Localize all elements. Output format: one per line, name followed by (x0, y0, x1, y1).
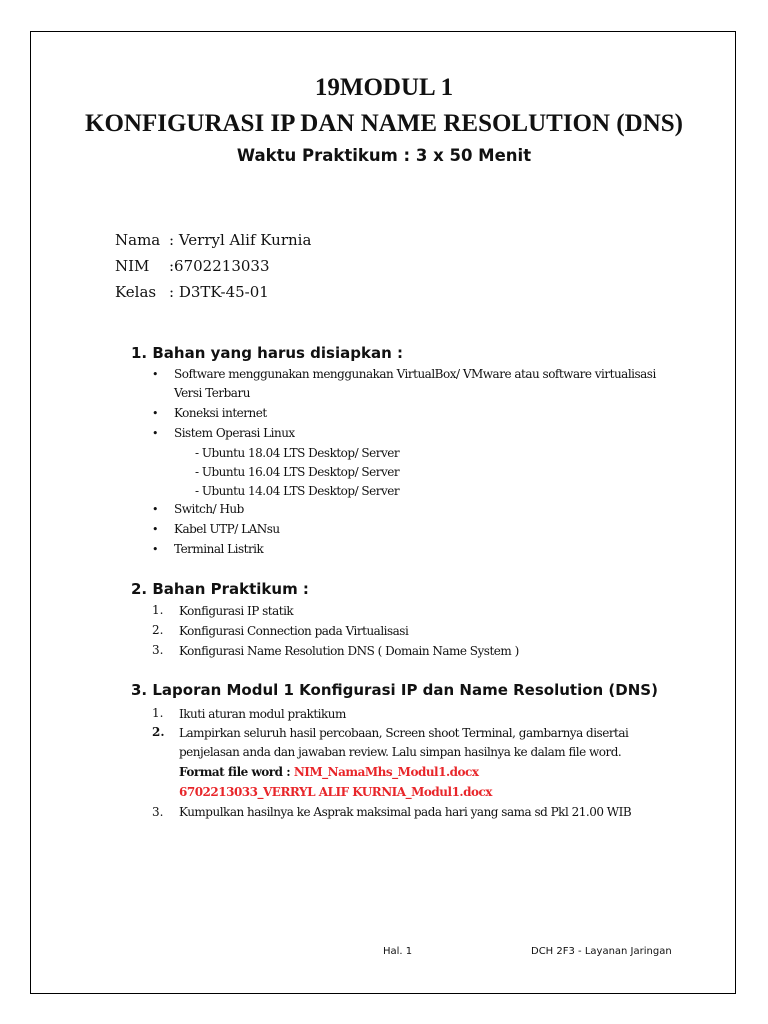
nama-value: : Verryl Alif Kurnia (169, 231, 312, 249)
module-title: 19MODUL 1 (314, 74, 454, 101)
bullet-icon: • (152, 368, 159, 381)
list-item: Sistem Operasi Linux (174, 426, 295, 440)
section1-heading: 1. Bahan yang harus disiapkan : (131, 344, 403, 362)
list-number: 2. (152, 725, 165, 739)
nama-row (115, 231, 311, 249)
list-item: Konfigurasi Connection pada Virtualisasi (179, 624, 409, 638)
list-number: 3. (152, 805, 164, 819)
list-number: 3. (152, 643, 164, 657)
list-item: Kabel UTP/ LANsu (174, 522, 280, 536)
list-item: Software menggunakan menggunakan VirtualBox/ VMware atau software virtualisasi (174, 367, 656, 381)
list-item: Terminal Listrik (174, 542, 264, 556)
sub-list-item: - Ubuntu 16.04 LTS Desktop/ Server (195, 465, 400, 479)
list-number: 2. (152, 623, 164, 637)
page-number: Hal. 1 (383, 946, 413, 957)
bullet-icon: • (152, 543, 159, 556)
nim-label: NIM (115, 257, 150, 275)
sub-list-item: - Ubuntu 18.04 LTS Desktop/ Server (195, 446, 400, 460)
sub-list-item: - Ubuntu 14.04 LTS Desktop/ Server (195, 484, 400, 498)
bullet-icon: • (152, 427, 159, 440)
list-item-continued: penjelasan anda dan jawaban review. Lalu simpan hasilnya ke dalam file word. (179, 745, 622, 759)
list-item: Ikuti aturan modul praktikum (179, 707, 346, 721)
section2-heading: 2. Bahan Praktikum : (131, 580, 309, 598)
list-item: Lampirkan seluruh hasil percobaan, Screen shoot Terminal, gambarnya disertai (179, 726, 629, 740)
nim-value: :6702213033 (169, 257, 270, 275)
list-item: Switch/ Hub (174, 502, 244, 516)
format-value: NIM_NamaMhs_Modul1.docx (293, 765, 479, 779)
bullet-icon: • (152, 523, 159, 536)
kelas-value: : D3TK-45-01 (169, 283, 269, 301)
list-item: Konfigurasi Name Resolution DNS ( Domain Name System ) (179, 644, 519, 658)
page-border (30, 31, 736, 994)
course-name: DCH 2F3 - Layanan Jaringan (531, 946, 672, 957)
list-number: 1. (152, 603, 164, 617)
filename-example: 6702213033_VERRYL ALIF KURNIA_Modul1.docx (179, 785, 492, 799)
nama-label: Nama (115, 231, 161, 249)
module-subject-title: KONFIGURASI IP DAN NAME RESOLUTION (DNS) (85, 110, 683, 137)
kelas-label: Kelas (115, 283, 157, 301)
section3-heading: 3. Laporan Modul 1 Konfigurasi IP dan Name Resolution (DNS) (131, 681, 658, 699)
list-item: Koneksi internet (174, 406, 267, 420)
bullet-icon: • (152, 407, 159, 420)
list-number: 1. (152, 706, 164, 720)
list-item: Kumpulkan hasilnya ke Asprak maksimal pada hari yang sama sd Pkl 21.00 WIB (179, 805, 632, 819)
format-label: Format file word : (179, 765, 294, 779)
practicum-duration: Waktu Praktikum : 3 x 50 Menit (236, 146, 532, 165)
bullet-icon: • (152, 503, 159, 516)
list-item: Konfigurasi IP statik (179, 604, 294, 618)
list-item: Versi Terbaru (174, 386, 250, 400)
nim-row (115, 257, 270, 275)
kelas-row (115, 283, 269, 301)
format-file-line (179, 763, 479, 782)
